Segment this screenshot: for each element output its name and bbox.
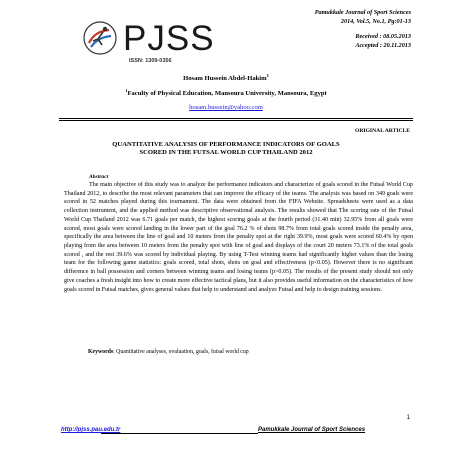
- divider: [59, 118, 413, 119]
- title-line: SCORED IN THE FUTSAL WORLD CUP THAILAND 2012: [139, 149, 313, 157]
- footer-divider: [101, 433, 258, 434]
- abstract-heading: Abstract: [89, 174, 109, 180]
- page-number: 1: [406, 415, 410, 421]
- paper-title: [0, 141, 452, 158]
- journal-name: Pamukkale Journal of Sport Sciences: [314, 9, 411, 16]
- author-name: Hosam Hussein Abdel-Hakim$^1$: [183, 73, 269, 83]
- author-email-link[interactable]: hosam.hussein@yahoo.com: [189, 104, 263, 111]
- journal-logo: [83, 19, 215, 68]
- journal-info: [315, 9, 411, 50]
- logo-text: PJSS: [123, 19, 215, 58]
- footer-url-link[interactable]: http://pjss.pau.edu.tr: [61, 427, 121, 433]
- author-sup: 1: [266, 73, 269, 78]
- issn-label: ISSN: 1309-0356: [129, 58, 172, 64]
- keywords-text: : Quantitative analyses, evaluation, goals, futsal world cup: [113, 349, 249, 355]
- athlete-emblem-icon: [83, 21, 117, 55]
- volume-info: 2014, Vol.5, No.1, Pg:01-13: [340, 17, 411, 25]
- author-affiliation: $^1$Faculty of Physical Education, Mansoura University, Mansoura, Egypt: [125, 88, 327, 98]
- divider: [59, 120, 413, 121]
- keywords-label: Keywords: [88, 349, 114, 355]
- keywords: [88, 349, 249, 355]
- affiliation-sup: 1: [125, 88, 128, 93]
- article-type: ORIGINAL ARTICLE: [355, 128, 410, 134]
- title-line: QUANTITATIVE ANALYSIS OF PERFORMANCE INDICATORS OF GOALS: [112, 141, 340, 148]
- received-date: Received : 08.05.2013: [355, 33, 411, 40]
- abstract-text: The main objective of this study was to analyze the performance indicators and characterize of goals scored in the Futsal World Cup Thailand 2012, to describe the most relevant parameters that can improve the efficacy of the teams. The analysis was based on 349 goals were scored in 52 matches played during this tournament. The data were obtained from the FIFA Website. Spreadsheets were used as a data collection instrument, and the applied method was descriptive observational analysis. The results showed that The scoring rate of the Futsal World Cup Thailand 2012 was 6.71 goals per match, the highest scoring goals at the fourth period (31.40 min) 32.95% from all goals were scored, most goals were scored landing in the lower part of the goal 76.2 % of shots 98.7% from total goals scored inside the penalty area, specifically the area between the line of goal and 10 meters from the penalty spot at the right 39.9%, most goals were scored 60.4% by open playing from the area between 10 meters from the penalty spot with line of goal and displays of the court 20 meters 73.1% of the total goals scored , and the rest 39.6% was scored by individual playing. By using T-Test winning teams had significantly higher values than the losing team for the following game statistics: goals scored, total shots, shots on goal and effectiveness (p<0.05). However there is no significant difference in ball possession and corners between winning teams and losing teams (p>0.05). The results of the present study should not only give coaches a fresh insight into how to create more effective tactical plans, but it also provides useful information on the characteristics of how goals scored in Futsal matches, gives general values that help to understand and analyze Futsal and help to design training sessions.: [64, 182, 413, 293]
- accepted-date: Accepted : 20.11.2013: [355, 41, 411, 49]
- footer-journal-name: Pamukkale Journal of Sport Sciences: [258, 427, 366, 433]
